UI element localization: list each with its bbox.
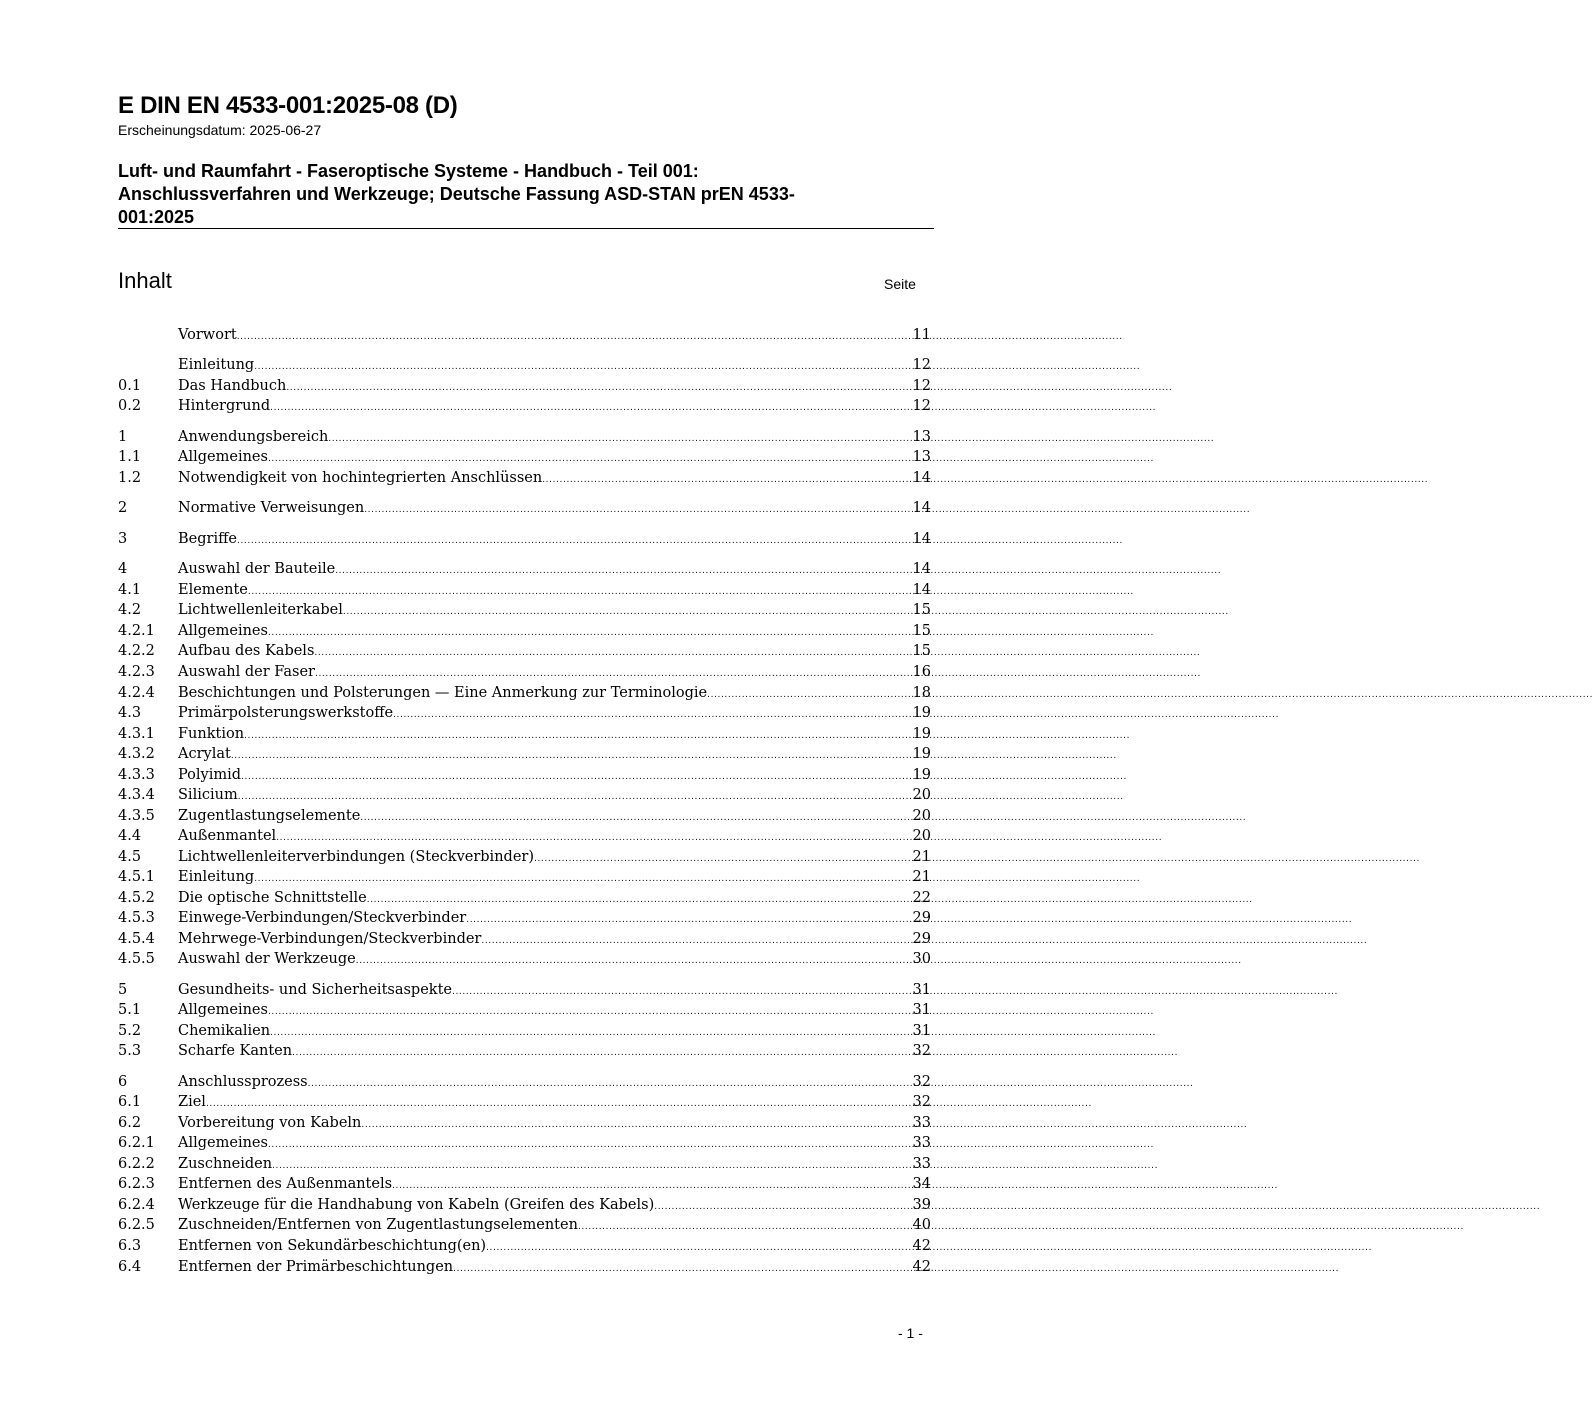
- toc-entry-number: 0.1: [118, 378, 142, 394]
- toc-dot-leader: [356, 951, 911, 971]
- toc-dot-leader: [308, 1074, 911, 1094]
- toc-entry-page: 31: [912, 982, 931, 998]
- toc-entry-page: 20: [912, 787, 931, 803]
- toc-entry-page: 11: [912, 327, 931, 343]
- toc-entry[interactable]: [118, 724, 931, 744]
- toc-dot-leader: [254, 357, 910, 377]
- toc-dot-leader: [270, 398, 910, 418]
- toc-entry-number: 4.5.2: [118, 890, 155, 906]
- toc-entry[interactable]: [118, 1133, 931, 1153]
- toc-entry[interactable]: [118, 1113, 931, 1133]
- toc-entry-title: Zugentlastungselemente: [178, 808, 361, 824]
- toc-entry[interactable]: [118, 826, 931, 846]
- toc-entry-number: 6.2.1: [118, 1135, 155, 1151]
- document-title: [118, 160, 918, 229]
- toc-entry-page: 34: [912, 1176, 931, 1192]
- toc-entry-page: 15: [912, 623, 931, 639]
- toc-entry-page: 15: [912, 643, 931, 659]
- toc-entry-title: Anschlussprozess: [178, 1074, 308, 1090]
- toc-entry-number: 4.3: [118, 705, 142, 721]
- toc-entry-page: 39: [912, 1197, 931, 1213]
- toc-entry-title: Begriffe: [178, 531, 237, 547]
- toc-entry-number: 6.2: [118, 1115, 142, 1131]
- toc-dot-leader: [268, 623, 911, 643]
- toc-entry-number: 6.3: [118, 1238, 142, 1254]
- toc-entry-number: 4.5: [118, 849, 142, 865]
- toc-entry-page: 12: [912, 378, 931, 394]
- toc-entry-title: Werkzeuge für die Handhabung von Kabeln (Greifen des Kabels): [178, 1197, 655, 1213]
- toc-entry-page: 21: [912, 849, 931, 865]
- toc-dot-leader: [364, 500, 910, 520]
- toc-entry-number: 4.3.3: [118, 767, 155, 783]
- toc-entry-number: 4.3.4: [118, 787, 155, 803]
- toc-entry-page: 21: [912, 869, 931, 885]
- toc-entry[interactable]: [118, 867, 931, 887]
- document-title-line: Anschlussverfahren und Werkzeuge; Deutsche Fassung ASD-STAN prEN 4533-: [118, 184, 795, 204]
- toc-dot-leader: [272, 1156, 910, 1176]
- page-number: - 1 -: [898, 1325, 923, 1341]
- toc-dot-leader: [578, 1217, 911, 1237]
- toc-entry-number: 5.3: [118, 1043, 142, 1059]
- toc-entry[interactable]: [118, 325, 931, 345]
- toc-entry[interactable]: [118, 559, 931, 579]
- toc-entry-number: 4.2.2: [118, 643, 155, 659]
- toc-dot-leader: [286, 378, 910, 398]
- toc-dot-leader: [276, 828, 910, 848]
- toc-entry[interactable]: [118, 1257, 931, 1277]
- toc-entry[interactable]: [118, 498, 931, 518]
- toc-entry-title: Gesundheits- und Sicherheitsaspekte: [178, 982, 452, 998]
- toc-entry-number: 5: [118, 982, 128, 998]
- toc-entry-title: Allgemeines: [178, 1002, 268, 1018]
- toc-entry-title: Die optische Schnittstelle: [178, 890, 367, 906]
- toc-entry-title: Notwendigkeit von hochintegrierten Anschlüssen: [178, 470, 543, 486]
- toc-dot-leader: [393, 705, 910, 725]
- toc-entry-number: 4.2.4: [118, 685, 155, 701]
- toc-entry-number: 4.2: [118, 602, 142, 618]
- toc-dot-leader: [466, 910, 910, 930]
- toc-entry-number: 4.3.2: [118, 746, 155, 762]
- toc-entry[interactable]: [118, 806, 931, 826]
- toc-entry[interactable]: [118, 1000, 931, 1020]
- toc-entry-title: Funktion: [178, 726, 245, 742]
- toc-entry-title: Lichtwellenleiterkabel: [178, 602, 343, 618]
- toc-entry-title: Auswahl der Faser: [178, 664, 315, 680]
- toc-entry-title: Normative Verweisungen: [178, 500, 365, 516]
- toc-entry-number: 4.5.3: [118, 910, 155, 926]
- toc-dot-leader: [292, 1043, 910, 1063]
- toc-entry[interactable]: [118, 396, 931, 416]
- toc-entry-page: 18: [912, 685, 931, 701]
- toc-dot-leader: [268, 449, 911, 469]
- toc-entry-page: 40: [912, 1217, 931, 1233]
- toc-dot-leader: [360, 808, 910, 828]
- toc-entry-page: 33: [912, 1156, 931, 1172]
- toc-dot-leader: [542, 470, 910, 490]
- toc-entry-title: Vorbereitung von Kabeln: [178, 1115, 362, 1131]
- toc-entry[interactable]: [118, 1021, 931, 1041]
- toc-entry-number: 0.2: [118, 398, 142, 414]
- toc-entry[interactable]: [118, 980, 931, 1000]
- toc-dot-leader: [238, 787, 911, 807]
- toc-dot-leader: [453, 1259, 910, 1279]
- toc-dot-leader: [335, 561, 910, 581]
- toc-entry-title: Entfernen der Primärbeschichtungen: [178, 1259, 454, 1275]
- toc-entry[interactable]: [118, 1236, 931, 1256]
- toc-entry-number: 4.1: [118, 582, 142, 598]
- toc-entry-title: Einleitung: [178, 357, 255, 373]
- toc-entry[interactable]: [118, 1154, 931, 1174]
- toc-entry-page: 42: [912, 1259, 931, 1275]
- toc-dot-leader: [248, 582, 911, 602]
- toc-entry[interactable]: [118, 1041, 931, 1061]
- toc-dot-leader: [452, 982, 911, 1002]
- toc-dot-leader: [237, 531, 911, 551]
- toc-entry-title: Entfernen von Sekundärbeschichtung(en): [178, 1238, 487, 1254]
- toc-entry-page: 19: [912, 767, 931, 783]
- toc-entry[interactable]: [118, 765, 931, 785]
- toc-dot-leader: [231, 746, 911, 766]
- title-divider: [118, 228, 934, 229]
- toc-entry-number: 2: [118, 500, 128, 516]
- toc-entry-title: Einwege-Verbindungen/Steckverbinder: [178, 910, 467, 926]
- toc-entry-title: Aufbau des Kabels: [178, 643, 315, 659]
- toc-entry[interactable]: [118, 1215, 931, 1235]
- toc-dot-leader: [237, 327, 911, 347]
- toc-entry-title: Entfernen des Außenmantels: [178, 1176, 393, 1192]
- toc-entry-number: 4.4: [118, 828, 142, 844]
- toc-entry[interactable]: [118, 1174, 931, 1194]
- toc-entry-title: Auswahl der Bauteile: [178, 561, 336, 577]
- toc-entry[interactable]: [118, 621, 931, 641]
- toc-entry-title: Primärpolsterungswerkstoffe: [178, 705, 394, 721]
- toc-entry[interactable]: [118, 376, 931, 396]
- toc-dot-leader: [241, 767, 911, 787]
- toc-entry[interactable]: [118, 785, 931, 805]
- toc-entry-page: 14: [912, 500, 931, 516]
- toc-entry[interactable]: [118, 949, 931, 969]
- toc-entry-title: Das Handbuch: [178, 378, 287, 394]
- toc-dot-leader: [206, 1094, 911, 1114]
- toc-entry-number: 4.2.1: [118, 623, 155, 639]
- toc-entry[interactable]: [118, 662, 931, 682]
- toc-entry[interactable]: [118, 847, 931, 867]
- toc-entry[interactable]: [118, 427, 931, 447]
- toc-dot-leader: [328, 429, 910, 449]
- toc-entry-page: 14: [912, 531, 931, 547]
- document-title-line: 001:2025: [118, 207, 195, 227]
- toc-entry-title: Lichtwellenleiterverbindungen (Steckverbinder): [178, 849, 534, 865]
- toc-entry-title: Ziel: [178, 1094, 206, 1110]
- toc-entry-number: 1: [118, 429, 128, 445]
- toc-dot-leader: [268, 1002, 911, 1022]
- toc-heading: Inhalt: [118, 268, 172, 293]
- document-title-line: Luft- und Raumfahrt - Faseroptische Systeme - Handbuch - Teil 001:: [118, 161, 699, 181]
- toc-entry-title: Beschichtungen und Polsterungen — Eine Anmerkung zur Terminologie: [178, 685, 708, 701]
- toc-entry[interactable]: [118, 1195, 931, 1215]
- toc-entry[interactable]: [118, 1092, 931, 1112]
- toc-entry-page: 14: [912, 470, 931, 486]
- toc-entry-page: 15: [912, 602, 931, 618]
- toc-entry-number: 6.2.5: [118, 1217, 155, 1233]
- toc-entry[interactable]: [118, 529, 931, 549]
- toc-entry-number: 4.3.1: [118, 726, 155, 742]
- toc-entry[interactable]: [118, 447, 931, 467]
- toc-entry-page: 19: [912, 705, 931, 721]
- toc-entry[interactable]: [118, 888, 931, 908]
- toc-dot-leader: [268, 1135, 911, 1155]
- toc-entry[interactable]: [118, 703, 931, 723]
- toc-entry-page: 20: [912, 828, 931, 844]
- toc-entry-title: Allgemeines: [178, 623, 268, 639]
- toc-entry-page: 20: [912, 808, 931, 824]
- toc-entry-number: 4.5.1: [118, 869, 155, 885]
- toc-entry-page: 42: [912, 1238, 931, 1254]
- toc-entry-title: Allgemeines: [178, 449, 268, 465]
- toc-dot-leader: [361, 1115, 910, 1135]
- toc-entry-number: 4.3.5: [118, 808, 155, 824]
- toc-entry-page: 14: [912, 561, 931, 577]
- toc-entry-title: Vorwort: [178, 327, 237, 343]
- toc-dot-leader: [481, 931, 910, 951]
- toc-entry[interactable]: [118, 683, 931, 703]
- toc-entry[interactable]: [118, 1072, 931, 1092]
- toc-entry-number: 6.1: [118, 1094, 142, 1110]
- toc-dot-leader: [343, 602, 911, 622]
- toc-entry-title: Außenmantel: [178, 828, 277, 844]
- toc-entry-page: 30: [912, 951, 931, 967]
- toc-entry-page: 14: [912, 582, 931, 598]
- document-id: E DIN EN 4533-001:2025-08 (D): [118, 92, 458, 119]
- toc-entry-page: 22: [912, 890, 931, 906]
- toc-dot-leader: [314, 643, 910, 663]
- toc-entry-page: 33: [912, 1115, 931, 1131]
- toc-entry-number: 5.1: [118, 1002, 142, 1018]
- toc-entry-page: 12: [912, 357, 931, 373]
- toc-entry-page: 12: [912, 398, 931, 414]
- toc-entry[interactable]: [118, 468, 931, 488]
- toc-entry-title: Zuschneiden/Entfernen von Zugentlastungselementen: [178, 1217, 578, 1233]
- toc-entry-page: 31: [912, 1023, 931, 1039]
- toc-entry-number: 4.5.4: [118, 931, 155, 947]
- toc-entry-number: 4: [118, 561, 128, 577]
- toc-entry-number: 6.2.3: [118, 1176, 155, 1192]
- toc-dot-leader: [654, 1197, 910, 1217]
- toc-entry[interactable]: [118, 744, 931, 764]
- toc-entry[interactable]: [118, 641, 931, 661]
- toc-entry-page: 19: [912, 726, 931, 742]
- toc-entry-page: 16: [912, 664, 931, 680]
- toc-entry-title: Elemente: [178, 582, 248, 598]
- toc-entry-page: 13: [912, 449, 931, 465]
- page-column-label: Seite: [884, 276, 916, 292]
- toc-entry-page: 19: [912, 746, 931, 762]
- toc-dot-leader: [244, 726, 910, 746]
- toc-entry-title: Chemikalien: [178, 1023, 271, 1039]
- toc-entry-number: 6.2.2: [118, 1156, 155, 1172]
- toc-entry-number: 3: [118, 531, 128, 547]
- toc-entry-number: 4.5.5: [118, 951, 155, 967]
- toc-dot-leader: [270, 1023, 911, 1043]
- toc-entry-number: 6.4: [118, 1259, 142, 1275]
- toc-entry[interactable]: [118, 600, 931, 620]
- toc-dot-leader: [486, 1238, 910, 1258]
- toc-dot-leader: [367, 890, 911, 910]
- toc-entry-number: 6: [118, 1074, 128, 1090]
- toc-entry-title: Allgemeines: [178, 1135, 268, 1151]
- toc-entry-number: 5.2: [118, 1023, 142, 1039]
- toc-entry-page: 32: [912, 1043, 931, 1059]
- toc-entry[interactable]: [118, 355, 931, 375]
- toc-entry-number: 1.1: [118, 449, 142, 465]
- toc-entry-title: Scharfe Kanten: [178, 1043, 293, 1059]
- toc-entry-number: 4.2.3: [118, 664, 155, 680]
- toc-entry-page: 31: [912, 1002, 931, 1018]
- toc-dot-leader: [707, 685, 910, 705]
- toc-entry-page: 32: [912, 1074, 931, 1090]
- toc-dot-leader: [254, 869, 910, 889]
- publication-date: Erscheinungsdatum: 2025-06-27: [118, 122, 322, 138]
- toc-entry[interactable]: [118, 908, 931, 928]
- toc-entry-page: 29: [912, 931, 931, 947]
- toc-entry-title: Anwendungsbereich: [178, 429, 329, 445]
- toc-entry-title: Polyimid: [178, 767, 242, 783]
- toc-entry[interactable]: [118, 929, 931, 949]
- toc-dot-leader: [315, 664, 911, 684]
- toc-entry-title: Mehrwege-Verbindungen/Steckverbinder: [178, 931, 482, 947]
- toc-entry-number: 6.2.4: [118, 1197, 155, 1213]
- toc-dot-leader: [392, 1176, 911, 1196]
- toc-entry-title: Zuschneiden: [178, 1156, 273, 1172]
- toc-entry-title: Silicium: [178, 787, 238, 803]
- toc-entry-title: Auswahl der Werkzeuge: [178, 951, 356, 967]
- toc-entry-page: 33: [912, 1135, 931, 1151]
- toc-entry-page: 13: [912, 429, 931, 445]
- toc-entry-page: 32: [912, 1094, 931, 1110]
- toc-entry[interactable]: [118, 580, 931, 600]
- toc-entry-title: Acrylat: [178, 746, 231, 762]
- toc-entry-number: 1.2: [118, 470, 142, 486]
- toc-entry-page: 29: [912, 910, 931, 926]
- toc-entry-title: Hintergrund: [178, 398, 271, 414]
- toc-dot-leader: [534, 849, 911, 869]
- toc-entry-title: Einleitung: [178, 869, 255, 885]
